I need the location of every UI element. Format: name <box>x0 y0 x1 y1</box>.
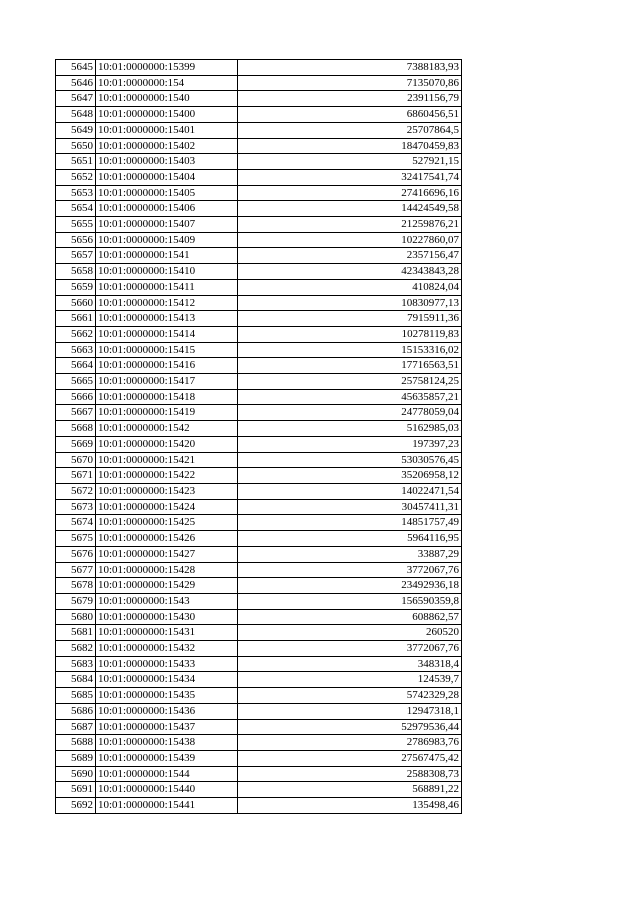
cadastral-number-cell: 10:01:0000000:15436 <box>96 703 238 719</box>
row-number-cell: 5666 <box>56 389 96 405</box>
row-number-cell: 5656 <box>56 232 96 248</box>
cadastral-value-cell: 14851757,49 <box>238 515 462 531</box>
cadastral-number-cell: 10:01:0000000:15411 <box>96 279 238 295</box>
cadastral-value-cell: 10830977,13 <box>238 295 462 311</box>
row-number-cell: 5667 <box>56 405 96 421</box>
row-number-cell: 5681 <box>56 625 96 641</box>
cadastral-number-cell: 10:01:0000000:15417 <box>96 374 238 390</box>
table-row <box>56 735 462 751</box>
table-row <box>56 374 462 390</box>
cadastral-value-cell: 410824,04 <box>238 279 462 295</box>
cadastral-value-cell: 2588308,73 <box>238 766 462 782</box>
table-row <box>56 217 462 233</box>
row-number-cell: 5655 <box>56 217 96 233</box>
table-row <box>56 421 462 437</box>
table-row <box>56 672 462 688</box>
table-row <box>56 562 462 578</box>
table-row <box>56 782 462 798</box>
cadastral-value-cell: 24778059,04 <box>238 405 462 421</box>
row-number-cell: 5654 <box>56 201 96 217</box>
table-row <box>56 91 462 107</box>
row-number-cell: 5664 <box>56 358 96 374</box>
row-number-cell: 5647 <box>56 91 96 107</box>
table-row <box>56 641 462 657</box>
cadastral-value-cell: 21259876,21 <box>238 217 462 233</box>
row-number-cell: 5670 <box>56 452 96 468</box>
cadastral-number-cell: 10:01:0000000:15412 <box>96 295 238 311</box>
cadastral-number-cell: 10:01:0000000:15416 <box>96 358 238 374</box>
cadastral-value-cell: 25758124,25 <box>238 374 462 390</box>
cadastral-number-cell: 10:01:0000000:15439 <box>96 750 238 766</box>
cadastral-value-cell: 527921,15 <box>238 154 462 170</box>
cadastral-value-cell: 27416696,16 <box>238 185 462 201</box>
row-number-cell: 5675 <box>56 531 96 547</box>
table-row <box>56 201 462 217</box>
row-number-cell: 5648 <box>56 107 96 123</box>
table-row <box>56 499 462 515</box>
cadastral-value-cell: 2391156,79 <box>238 91 462 107</box>
cadastral-value-cell: 7388183,93 <box>238 60 462 76</box>
cadastral-value-cell: 53030576,45 <box>238 452 462 468</box>
row-number-cell: 5671 <box>56 468 96 484</box>
table-row <box>56 60 462 76</box>
table-row <box>56 138 462 154</box>
row-number-cell: 5650 <box>56 138 96 154</box>
cadastral-number-cell: 10:01:0000000:15404 <box>96 169 238 185</box>
table-row <box>56 326 462 342</box>
table-row <box>56 766 462 782</box>
cadastral-number-cell: 10:01:0000000:15426 <box>96 531 238 547</box>
table-row <box>56 798 462 814</box>
cadastral-value-cell: 30457411,31 <box>238 499 462 515</box>
cadastral-number-cell: 10:01:0000000:15434 <box>96 672 238 688</box>
cadastral-value-cell: 124539,7 <box>238 672 462 688</box>
cadastral-number-cell: 10:01:0000000:15400 <box>96 107 238 123</box>
cadastral-value-table <box>55 59 462 814</box>
cadastral-number-cell: 10:01:0000000:15405 <box>96 185 238 201</box>
cadastral-value-cell: 14424549,58 <box>238 201 462 217</box>
row-number-cell: 5665 <box>56 374 96 390</box>
row-number-cell: 5668 <box>56 421 96 437</box>
cadastral-number-cell: 10:01:0000000:15431 <box>96 625 238 641</box>
row-number-cell: 5678 <box>56 578 96 594</box>
table-row <box>56 185 462 201</box>
cadastral-value-cell: 3772067,76 <box>238 641 462 657</box>
cadastral-value-cell: 2786983,76 <box>238 735 462 751</box>
cadastral-number-cell: 10:01:0000000:1542 <box>96 421 238 437</box>
row-number-cell: 5672 <box>56 483 96 499</box>
cadastral-value-cell: 135498,46 <box>238 798 462 814</box>
row-number-cell: 5679 <box>56 593 96 609</box>
table-row <box>56 436 462 452</box>
cadastral-number-cell: 10:01:0000000:15407 <box>96 217 238 233</box>
row-number-cell: 5689 <box>56 750 96 766</box>
cadastral-number-cell: 10:01:0000000:15422 <box>96 468 238 484</box>
cadastral-number-cell: 10:01:0000000:15428 <box>96 562 238 578</box>
row-number-cell: 5674 <box>56 515 96 531</box>
cadastral-value-cell: 6860456,51 <box>238 107 462 123</box>
row-number-cell: 5646 <box>56 75 96 91</box>
cadastral-number-cell: 10:01:0000000:15438 <box>96 735 238 751</box>
table-row <box>56 609 462 625</box>
cadastral-number-cell: 10:01:0000000:15430 <box>96 609 238 625</box>
table-row <box>56 122 462 138</box>
row-number-cell: 5687 <box>56 719 96 735</box>
cadastral-number-cell: 10:01:0000000:15402 <box>96 138 238 154</box>
cadastral-number-cell: 10:01:0000000:15413 <box>96 311 238 327</box>
table-row <box>56 625 462 641</box>
row-number-cell: 5662 <box>56 326 96 342</box>
table-row <box>56 154 462 170</box>
cadastral-value-cell: 35206958,12 <box>238 468 462 484</box>
cadastral-value-cell: 568891,22 <box>238 782 462 798</box>
cadastral-number-cell: 10:01:0000000:154 <box>96 75 238 91</box>
cadastral-number-cell: 10:01:0000000:15429 <box>96 578 238 594</box>
cadastral-value-cell: 260520 <box>238 625 462 641</box>
table-body <box>56 60 462 814</box>
cadastral-number-cell: 10:01:0000000:15414 <box>96 326 238 342</box>
cadastral-value-cell: 15153316,02 <box>238 342 462 358</box>
row-number-cell: 5645 <box>56 60 96 76</box>
row-number-cell: 5673 <box>56 499 96 515</box>
cadastral-value-cell: 52979536,44 <box>238 719 462 735</box>
row-number-cell: 5651 <box>56 154 96 170</box>
cadastral-value-cell: 10227860,07 <box>238 232 462 248</box>
cadastral-number-cell: 10:01:0000000:1543 <box>96 593 238 609</box>
table-row <box>56 232 462 248</box>
cadastral-value-cell: 5964116,95 <box>238 531 462 547</box>
cadastral-number-cell: 10:01:0000000:1540 <box>96 91 238 107</box>
row-number-cell: 5649 <box>56 122 96 138</box>
cadastral-value-cell: 5742329,28 <box>238 688 462 704</box>
cadastral-number-cell: 10:01:0000000:15418 <box>96 389 238 405</box>
cadastral-value-cell: 33887,29 <box>238 546 462 562</box>
cadastral-number-cell: 10:01:0000000:15425 <box>96 515 238 531</box>
row-number-cell: 5660 <box>56 295 96 311</box>
table-row <box>56 279 462 295</box>
table-row <box>56 531 462 547</box>
cadastral-number-cell: 10:01:0000000:15441 <box>96 798 238 814</box>
table-row <box>56 546 462 562</box>
cadastral-value-cell: 2357156,47 <box>238 248 462 264</box>
row-number-cell: 5653 <box>56 185 96 201</box>
cadastral-value-cell: 348318,4 <box>238 656 462 672</box>
row-number-cell: 5682 <box>56 641 96 657</box>
cadastral-number-cell: 10:01:0000000:15403 <box>96 154 238 170</box>
table-row <box>56 75 462 91</box>
table-row <box>56 389 462 405</box>
table-row <box>56 342 462 358</box>
table-row <box>56 750 462 766</box>
cadastral-value-cell: 7915911,36 <box>238 311 462 327</box>
cadastral-value-cell: 156590359,8 <box>238 593 462 609</box>
cadastral-number-cell: 10:01:0000000:15419 <box>96 405 238 421</box>
cadastral-value-cell: 5162985,03 <box>238 421 462 437</box>
table-row <box>56 719 462 735</box>
table-row <box>56 483 462 499</box>
table-row <box>56 405 462 421</box>
cadastral-number-cell: 10:01:0000000:15433 <box>96 656 238 672</box>
cadastral-number-cell: 10:01:0000000:15420 <box>96 436 238 452</box>
row-number-cell: 5688 <box>56 735 96 751</box>
cadastral-value-cell: 14022471,54 <box>238 483 462 499</box>
cadastral-number-cell: 10:01:0000000:15432 <box>96 641 238 657</box>
cadastral-number-cell: 10:01:0000000:15406 <box>96 201 238 217</box>
row-number-cell: 5676 <box>56 546 96 562</box>
row-number-cell: 5690 <box>56 766 96 782</box>
cadastral-value-cell: 45635857,21 <box>238 389 462 405</box>
row-number-cell: 5661 <box>56 311 96 327</box>
cadastral-value-cell: 25707864,5 <box>238 122 462 138</box>
table-row <box>56 688 462 704</box>
table-row <box>56 593 462 609</box>
table-row <box>56 248 462 264</box>
row-number-cell: 5677 <box>56 562 96 578</box>
cadastral-number-cell: 10:01:0000000:15421 <box>96 452 238 468</box>
table-row <box>56 468 462 484</box>
table-row <box>56 515 462 531</box>
row-number-cell: 5692 <box>56 798 96 814</box>
cadastral-number-cell: 10:01:0000000:15409 <box>96 232 238 248</box>
cadastral-number-cell: 10:01:0000000:15435 <box>96 688 238 704</box>
cadastral-value-cell: 12947318,1 <box>238 703 462 719</box>
cadastral-number-cell: 10:01:0000000:15440 <box>96 782 238 798</box>
cadastral-value-cell: 27567475,42 <box>238 750 462 766</box>
table-row <box>56 358 462 374</box>
cadastral-value-cell: 42343843,28 <box>238 264 462 280</box>
cadastral-number-cell: 10:01:0000000:15427 <box>96 546 238 562</box>
table-row <box>56 107 462 123</box>
row-number-cell: 5684 <box>56 672 96 688</box>
cadastral-number-cell: 10:01:0000000:1541 <box>96 248 238 264</box>
table-row <box>56 703 462 719</box>
cadastral-value-cell: 32417541,74 <box>238 169 462 185</box>
cadastral-number-cell: 10:01:0000000:15437 <box>96 719 238 735</box>
row-number-cell: 5680 <box>56 609 96 625</box>
cadastral-number-cell: 10:01:0000000:15410 <box>96 264 238 280</box>
cadastral-number-cell: 10:01:0000000:15423 <box>96 483 238 499</box>
table-row <box>56 169 462 185</box>
cadastral-value-cell: 10278119,83 <box>238 326 462 342</box>
table-row <box>56 311 462 327</box>
row-number-cell: 5658 <box>56 264 96 280</box>
table-row <box>56 656 462 672</box>
cadastral-value-cell: 608862,57 <box>238 609 462 625</box>
cadastral-number-cell: 10:01:0000000:15424 <box>96 499 238 515</box>
table-row <box>56 264 462 280</box>
cadastral-value-cell: 23492936,18 <box>238 578 462 594</box>
cadastral-value-cell: 3772067,76 <box>238 562 462 578</box>
row-number-cell: 5686 <box>56 703 96 719</box>
cadastral-number-cell: 10:01:0000000:15415 <box>96 342 238 358</box>
row-number-cell: 5663 <box>56 342 96 358</box>
cadastral-value-cell: 197397,23 <box>238 436 462 452</box>
row-number-cell: 5669 <box>56 436 96 452</box>
row-number-cell: 5685 <box>56 688 96 704</box>
row-number-cell: 5659 <box>56 279 96 295</box>
row-number-cell: 5691 <box>56 782 96 798</box>
row-number-cell: 5652 <box>56 169 96 185</box>
table-row <box>56 452 462 468</box>
cadastral-number-cell: 10:01:0000000:15401 <box>96 122 238 138</box>
cadastral-number-cell: 10:01:0000000:1544 <box>96 766 238 782</box>
table-row <box>56 295 462 311</box>
cadastral-value-cell: 17716563,51 <box>238 358 462 374</box>
cadastral-value-cell: 7135070,86 <box>238 75 462 91</box>
row-number-cell: 5683 <box>56 656 96 672</box>
row-number-cell: 5657 <box>56 248 96 264</box>
cadastral-number-cell: 10:01:0000000:15399 <box>96 60 238 76</box>
table-row <box>56 578 462 594</box>
cadastral-value-cell: 18470459,83 <box>238 138 462 154</box>
